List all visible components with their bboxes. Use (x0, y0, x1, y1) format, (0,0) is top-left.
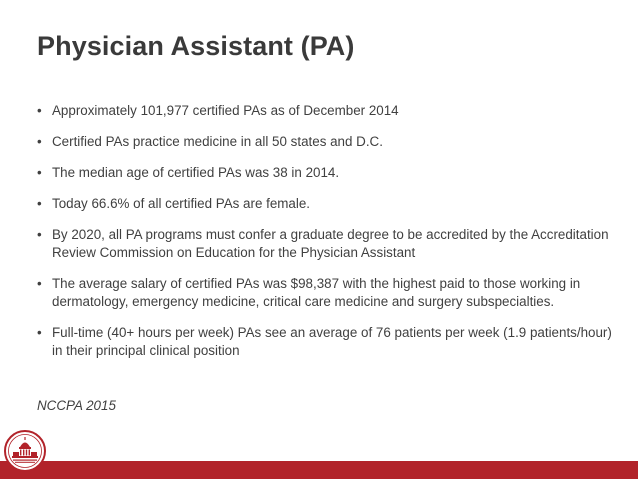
capitol-logo-icon (4, 430, 46, 472)
bullet-item: • The average salary of certified PAs was $98,387 with the highest paid to those working in dermatology, emergency medicine, critical care medicine and surgery subspecialties. (37, 275, 622, 311)
slide-title: Physician Assistant (PA) (37, 31, 355, 61)
source-citation: NCCPA 2015 (37, 398, 116, 413)
footer-accent-bar (0, 461, 638, 479)
bullet-list (37, 102, 622, 373)
bullet-item: • Today 66.6% of all certified PAs are female. (37, 195, 622, 213)
bullet-item: • Approximately 101,977 certified PAs as of December 2014 (37, 102, 622, 120)
bullet-item: • Certified PAs practice medicine in all 50 states and D.C. (37, 133, 622, 151)
bullet-item: • By 2020, all PA programs must confer a graduate degree to be accredited by the Accreditation Review Commission on Education for the Physician Assistant (37, 226, 622, 262)
bullet-item: • The median age of certified PAs was 38 in 2014. (37, 164, 622, 182)
bullet-item: • Full-time (40+ hours per week) PAs see an average of 76 patients per week (1.9 patients/hour) in their principal clinical position (37, 324, 622, 360)
